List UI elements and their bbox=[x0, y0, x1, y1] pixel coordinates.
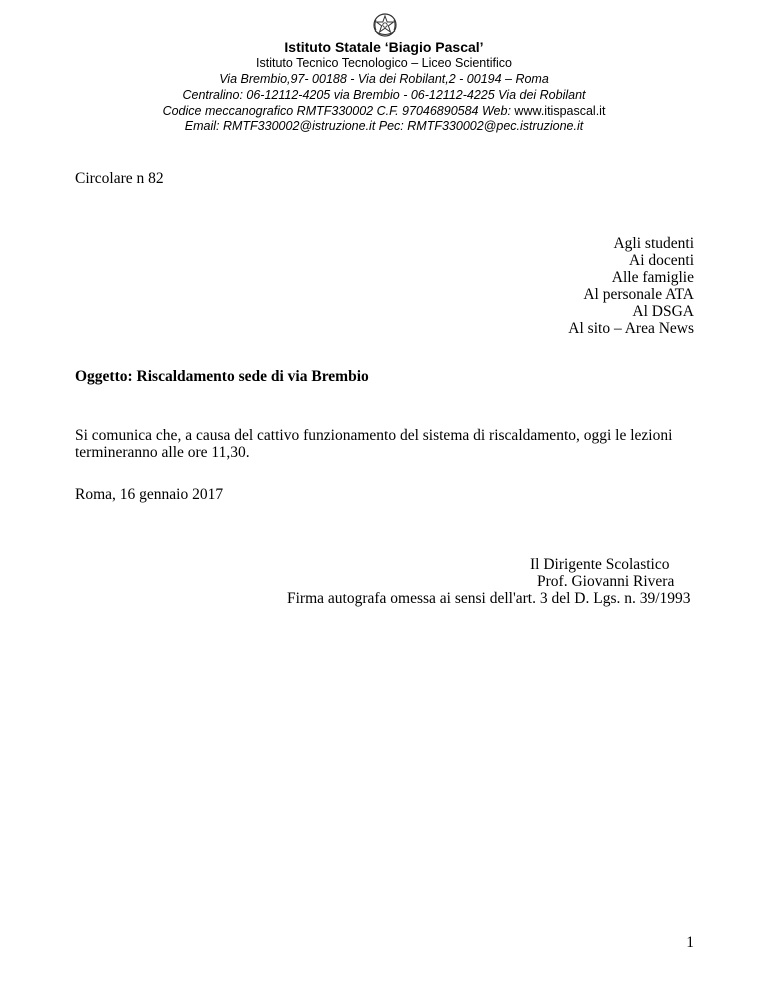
recipient-3: Alle famiglie bbox=[611, 269, 694, 286]
recipient-5: Al DSGA bbox=[632, 303, 694, 320]
circular-number: Circolare n 82 bbox=[75, 170, 164, 187]
recipient-4: Al personale ATA bbox=[583, 286, 694, 303]
institute-address: Via Brembio,97- 00188 - Via dei Robilant,2 - 00194 – Roma bbox=[219, 72, 549, 86]
institute-phones: Centralino: 06-12112-4205 via Brembio - 06-12112-4225 Via dei Robilant bbox=[182, 88, 586, 102]
body-line-1: Si comunica che, a causa del cattivo funzionamento del sistema di riscaldamento, oggi le lezioni bbox=[75, 427, 673, 444]
institute-codes bbox=[0, 104, 768, 118]
recipient-2: Ai docenti bbox=[629, 252, 694, 269]
codes-text: Codice meccanografico RMTF330002 C.F. 97046890584 Web: bbox=[162, 104, 511, 118]
institute-subtitle: Istituto Tecnico Tecnologico – Liceo Scientifico bbox=[256, 56, 512, 70]
institute-name: Istituto Statale ‘Biagio Pascal’ bbox=[284, 39, 484, 55]
place-date: Roma, 16 gennaio 2017 bbox=[75, 486, 224, 503]
page-number: 1 bbox=[686, 934, 694, 951]
signature-role: Il Dirigente Scolastico bbox=[530, 556, 670, 573]
signature-note: Firma autografa omessa ai sensi dell'art. 3 del D. Lgs. n. 39/1993 bbox=[287, 590, 691, 607]
italian-republic-emblem-icon bbox=[371, 11, 399, 39]
institute-emails: Email: RMTF330002@istruzione.it Pec: RMTF330002@pec.istruzione.it bbox=[184, 119, 584, 133]
body-line-2: termineranno alle ore 11,30. bbox=[75, 444, 250, 461]
subject-line: Oggetto: Riscaldamento sede di via Brembio bbox=[75, 368, 369, 385]
signature-name: Prof. Giovanni Rivera bbox=[537, 573, 675, 590]
website-link[interactable]: www.itispascal.it bbox=[514, 104, 606, 118]
recipient-1: Agli studenti bbox=[613, 235, 694, 252]
recipient-6: Al sito – Area News bbox=[568, 320, 694, 337]
